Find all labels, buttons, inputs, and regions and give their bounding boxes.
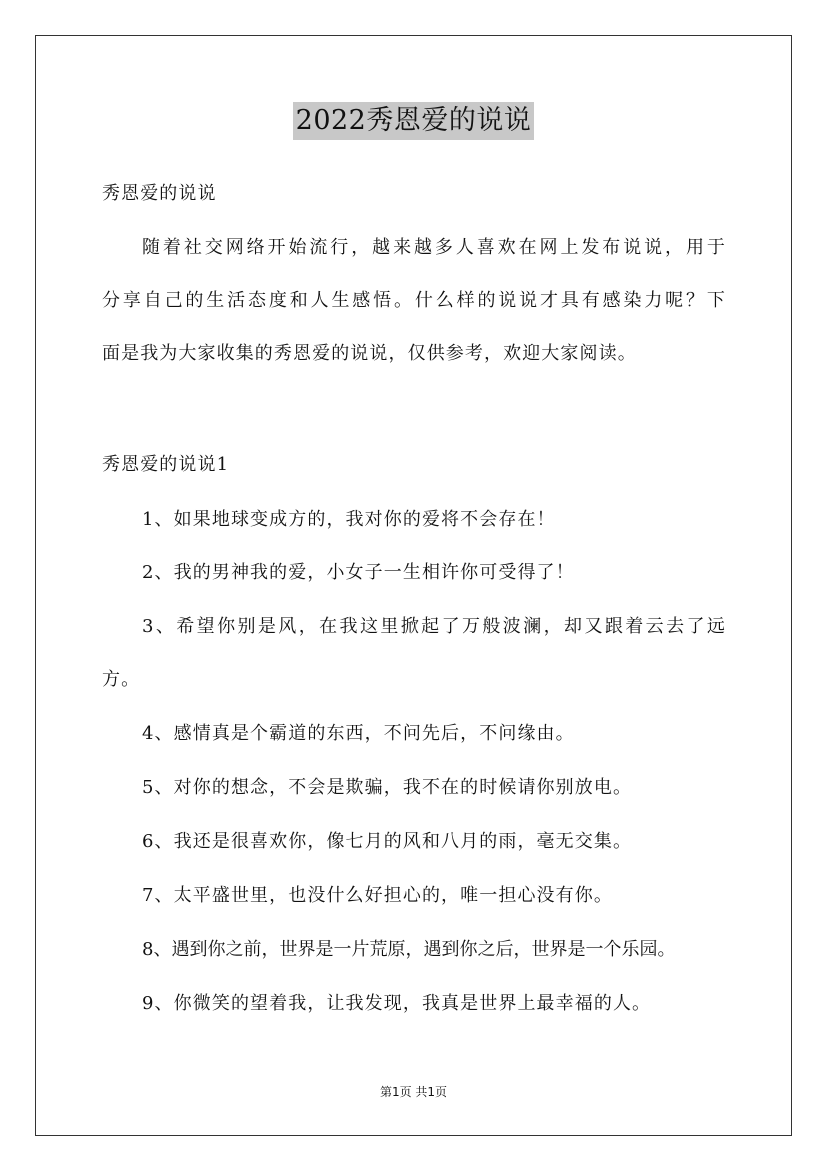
list-item-8: 8、遇到你之前，世界是一片荒原，遇到你之后，世界是一个乐园。 xyxy=(142,939,676,960)
list-item-9: 9、你微笑的望着我，让我发现，我真是世界上最幸福的人。 xyxy=(142,993,652,1014)
list-item-4: 4、感情真是个霸道的东西，不问先后，不问缘由。 xyxy=(142,723,575,744)
intro-line-3: 面是我为大家收集的秀恩爱的说说，仅供参考，欢迎大家阅读。 xyxy=(102,343,637,364)
document-title: 2022秀恩爱的说说 xyxy=(293,102,535,140)
list-item-6: 6、我还是很喜欢你，像七月的风和八月的雨，毫无交集。 xyxy=(142,831,633,852)
section-heading: 秀恩爱的说说1 xyxy=(102,454,230,475)
list-item-7: 7、太平盛世里，也没什么好担心的，唯一担心没有你。 xyxy=(142,885,613,906)
list-item-5: 5、对你的想念，不会是欺骗，我不在的时候请你别放电。 xyxy=(142,777,633,798)
intro-line-1: 随着社交网络开始流行，越来越多人喜欢在网上发布说说，用于 xyxy=(142,237,726,258)
list-item-2: 2、我的男神我的爱，小女子一生相许你可受得了！ xyxy=(142,562,575,583)
list-item-3: 3、希望你别是风，在我这里掀起了万般波澜，却又跟着云去了远 xyxy=(142,616,726,637)
intro-line-2: 分享自己的生活态度和人生感悟。什么样的说说才具有感染力呢？下 xyxy=(102,290,726,311)
list-item-3-continued: 方。 xyxy=(102,669,141,690)
title-container xyxy=(0,102,827,140)
subtitle: 秀恩爱的说说 xyxy=(102,183,217,204)
page-footer: 第1页 共1页 xyxy=(379,1085,448,1099)
list-item-1: 1、如果地球变成方的，我对你的爱将不会存在！ xyxy=(142,509,556,530)
